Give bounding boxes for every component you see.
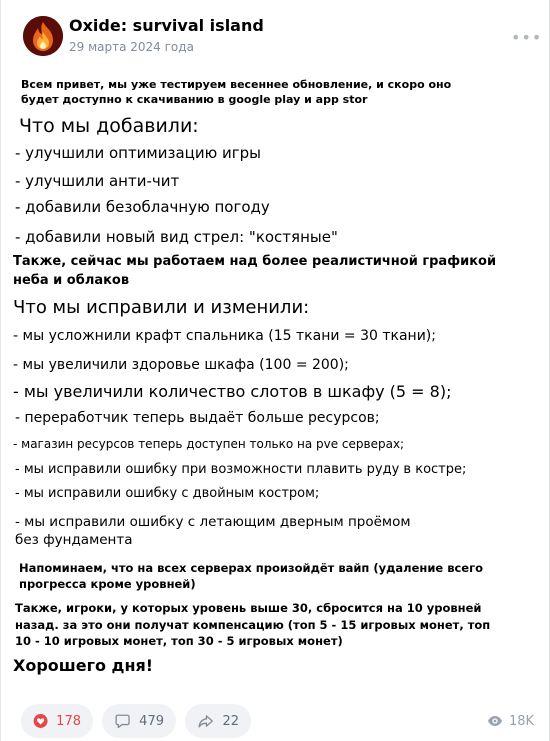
compensation-note-line: 10 - 10 игровых монет, топ 30 - 5 игровых монет) xyxy=(15,634,343,648)
like-button[interactable] xyxy=(21,704,93,738)
list-item: - магазин ресурсов теперь доступен только на pve серверах; xyxy=(13,437,405,451)
list-item: - мы увеличили количество слотов в шкафу (5 = 8); xyxy=(13,382,452,401)
flame-logo-icon xyxy=(23,16,63,56)
compensation-note-line: Также, игроки, у которых уровень выше 30, сбросится на 10 уровней xyxy=(15,601,482,615)
heart-icon xyxy=(33,711,48,731)
list-item: - добавили новый вид стрел: "костяные" xyxy=(15,228,338,246)
ellipsis-icon[interactable]: ••• xyxy=(511,28,543,47)
view-count: 18K xyxy=(509,713,535,729)
share-button[interactable] xyxy=(185,704,251,738)
eye-icon xyxy=(487,713,503,729)
comment-button[interactable] xyxy=(102,704,176,738)
added-heading: Что мы добавили: xyxy=(19,115,199,137)
list-item: - мы увеличили здоровье шкафа (100 = 200); xyxy=(13,357,349,373)
share-icon xyxy=(197,710,214,732)
list-item: - мы исправили ошибку с летающим дверным проёмом xyxy=(15,514,411,530)
like-count: 178 xyxy=(56,713,81,729)
comment-icon xyxy=(114,710,131,732)
intro-line: Всем привет, мы уже тестируем весеннее обновление, и скоро оно xyxy=(21,78,452,91)
list-item: - переработчик теперь выдаёт больше ресурсов; xyxy=(15,410,380,426)
list-item: без фундамента xyxy=(15,532,133,548)
post-date[interactable]: 29 марта 2024 года xyxy=(69,40,194,54)
compensation-note-line: назад. за это они получат компенсацию (топ 5 - 15 игровых монет, топ xyxy=(15,618,491,632)
view-counter xyxy=(487,713,534,729)
sign-off: Хорошего дня! xyxy=(13,656,154,675)
wipe-note-line: Напоминаем, что на всех серверах произойдёт вайп (удаление всего xyxy=(19,561,484,575)
intro-line: будет доступно к скачиванию в google play и app stor xyxy=(21,93,368,106)
list-item: - улучшили анти-чит xyxy=(15,172,180,190)
fixed-heading: Что мы исправили и изменили: xyxy=(13,297,310,318)
graphics-note-line: Также, сейчас мы работаем над более реалистичной графикой xyxy=(13,254,497,269)
comment-count: 479 xyxy=(139,713,164,729)
wipe-note-line: прогресса кроме уровней) xyxy=(19,577,196,591)
post-actions-bar xyxy=(1,704,550,740)
list-item: - мы усложнили крафт спальника (15 ткани = 30 ткани); xyxy=(13,328,436,344)
channel-name[interactable]: Oxide: survival island xyxy=(69,16,264,35)
channel-avatar[interactable] xyxy=(23,16,63,56)
list-item: - мы исправили ошибку при возможности плавить руду в костре; xyxy=(15,462,467,477)
share-count: 22 xyxy=(222,713,239,729)
list-item: - улучшили оптимизацию игры xyxy=(15,144,262,162)
graphics-note-line: неба и облаков xyxy=(13,273,130,288)
list-item: - мы исправили ошибку с двойным костром; xyxy=(15,486,320,501)
list-item: - добавили безоблачную погоду xyxy=(15,198,270,216)
